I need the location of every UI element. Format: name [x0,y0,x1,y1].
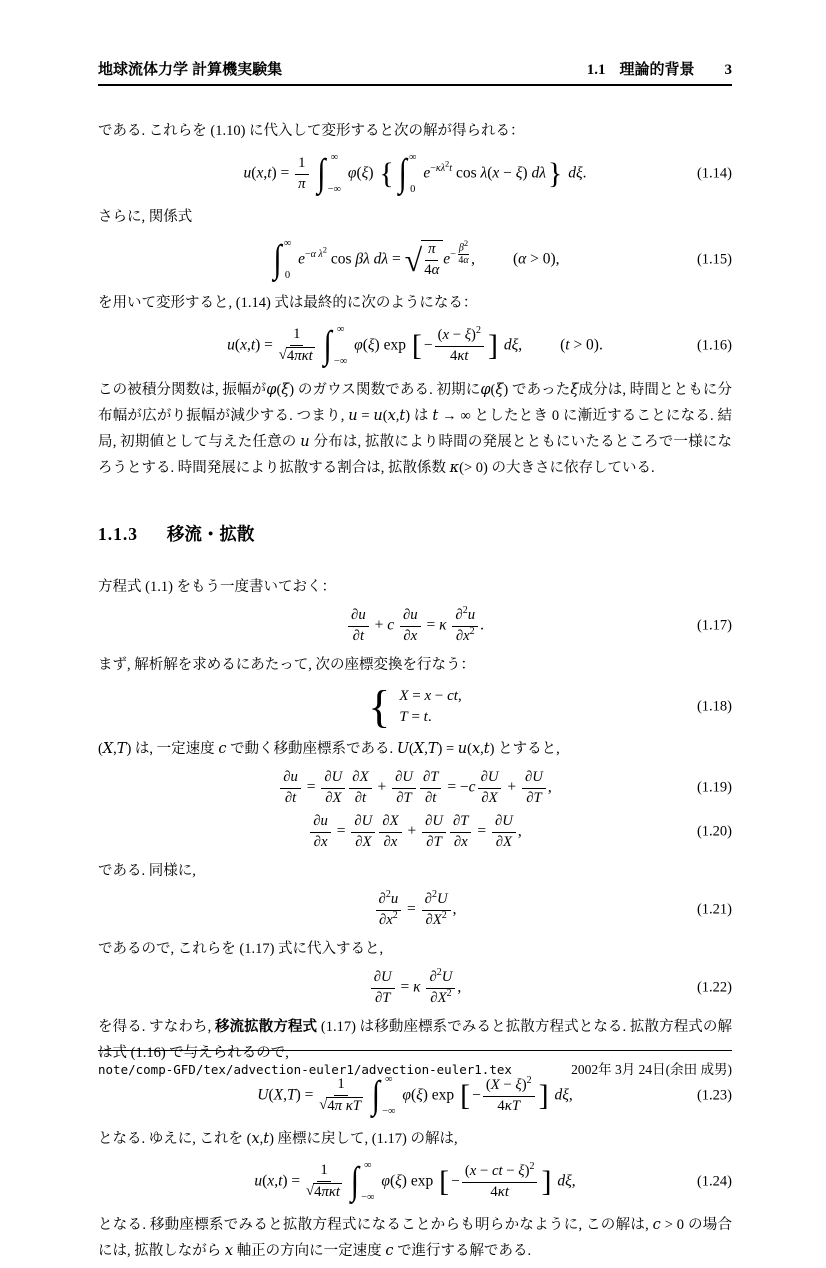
equation-1.19 [98,766,732,810]
section-heading [98,521,732,546]
equation-number: (1.21) [696,901,732,918]
equation-body: u(x,t) = 1 √ 4πκt ∫ ∞ −∞ φ(ξ) exp [ − $\frac{(x - ct - \xi)^2}{4\kappa t}$ ] dξ, [254,1159,576,1203]
page-footer [98,1050,732,1078]
equation-number: (1.23) [696,1087,732,1104]
equation-number: (1.20) [696,823,732,840]
section-number: 1.1.3 [98,524,138,544]
page-header [98,58,732,86]
equation-1.23 [98,1073,732,1119]
equation-number: (1.17) [696,617,732,634]
section-title: 移流・拡散 [166,524,255,544]
equation-body: ∫ ∞ 0 $e^{-\alpha \lambda^2}$ cos βλ dλ = √ $\frac{\pi}{4\alpha}$ $e^{- \frac{\beta^2}{4\alpha}}$ , (α > 0), [273,237,560,281]
paragraph-douyou: である. 同様に, [98,863,196,879]
paragraph-mochiite: を用いて変形すると, (1.14) 式は最終的に次のようになる： [98,295,478,311]
equation-body: $\frac{\partial U}{\partial T}$ = κ $\frac{\partial^2U}{\partial X^2}$ , [369,969,462,1007]
paragraph-gauss: この被積分関数は, 振幅がφ(ξ) のガウス関数である. 初期にφ(ξ) であったξ成分は, 時間とともに分布幅が広がり振幅が減少する. つまり, u = u(x,t) は t → ∞ としたとき 0 に漸近することになる. 結局, 初期値として与えた任意の u 分布は, 拡散により時間の発展とともにいたるところで一様になろうとする. 時間発展により拡散する割合は, 拡散係数 κ(> 0) の大きさに依存している. [98,382,733,476]
equation-1.24 [98,1159,732,1205]
paragraph-dearunode: であるので, これらを (1.17) 式に代入すると, [98,941,384,957]
paragraph-xt: (X,T) は, 一定速度 c で動く移動座標系である. U(X,T) = u(x,t) とすると, [98,741,560,757]
paragraph-eru: を得る. すなわち, 移流拡散方程式 (1.17) は移動座標系でみると拡散方程式となる. 拡散方程式の解は式 (1.16) で与えられるので, [98,1019,733,1061]
footer-date: 2002年 3月 24日(余田 成男) [571,1062,732,1077]
equation-body: $\frac{\partial u}{\partial x}$ = $\frac{\partial U}{\partial X}$ $\frac{\partial X}{\partial x}$ + $\frac{\partial U}{\partial T}$ $\frac{\partial T}{\partial x}$ = $\frac{\partial U}{\partial X}$ , [308,813,521,851]
equation-number: (1.24) [696,1173,732,1190]
header-page-number: 3 [724,62,732,78]
equation-1.16 [98,323,732,369]
equation-number: (1.14) [696,165,732,182]
equation-number: (1.16) [696,337,732,354]
paragraph-yueni: となる. ゆえに, これを (x,t) 座標に戻して, (1.17) の解は, [98,1131,458,1147]
paragraph-eq11: 方程式 (1.1) をもう一度書いておく： [98,579,337,595]
paragraph-sarani: さらに, 関係式 [98,209,193,225]
equation-number: (1.18) [696,698,732,715]
paragraph-intro: である. これらを (1.10) に代入して変形すると次の解が得られる： [98,123,525,139]
equation-body: $\frac{\partial u}{\partial t}$ + c $\frac{\partial u}{\partial x}$ = κ $\frac{\partial^2u}{\partial x^2}$ . [346,607,484,645]
equation-body: U(X,T) = 1 √ 4π κT ∫ ∞ −∞ φ(ξ) exp [ − $\frac{(X - \xi)^2}{4\kappa T}$ ] dξ, [257,1073,573,1117]
paragraph-last: となる. 移動座標系でみると拡散方程式になることからも明らかなように, この解は, c > 0 の場合には, 拡散しながら x 軸正の方向に一定速度 c で進行する解である. [98,1217,732,1259]
equation-1.21 [98,888,732,932]
equation-body: { X = x − ct, T = t. [368,681,462,733]
header-right [587,58,732,79]
equation-1.15 [98,237,732,283]
equation-body: $\frac{\partial^2u}{\partial x^2}$ = $\frac{\partial^2U}{\partial X^2}$ , [374,891,457,929]
equation-body: $\frac{\partial u}{\partial t}$ = $\frac{\partial U}{\partial X}$ $\frac{\partial X}{\partial t}$ + $\frac{\partial U}{\partial T}$ $\frac{\partial T}{\partial t}$ = −c $\frac{\partial U}{\partial X}$ + $\frac{\partial U}{\partial T}$ , [278,769,552,807]
header-section-number: 1.1 [586,62,606,78]
equation-number: (1.19) [696,779,732,796]
footer-file-path: note/comp-GFD/tex/advection-euler1/advection-euler1.tex [98,1062,512,1077]
equation-1.20 [98,810,732,854]
paragraph-mazu: まず, 解析解を求めるにあたって, 次の座標変換を行なう： [98,657,475,673]
equation-1.22 [98,966,732,1010]
equation-1.18 [98,681,732,733]
equation-number: (1.22) [696,979,732,996]
equation-1.14 [98,151,732,197]
header-book-title: 地球流体力学 計算機実験集 [98,61,283,78]
equation-body: u(x,t) = 1 √ 4πκt ∫ ∞ −∞ φ(ξ) exp [ − $\frac{(x - \xi)^2}{4\kappa t}$ ] dξ, (t > 0). [227,323,603,367]
equation-number: (1.15) [696,251,732,268]
equation-body: u(x,t) = $\frac{1}{\pi}$ ∫ ∞ −∞ φ(ξ) { ∫ ∞ 0 $e^{-\kappa\lambda^2t}$ cos λ(x − ξ) dλ} dξ. [243,151,587,195]
header-section-title: 理論的背景 [619,61,695,78]
equation-1.17 [98,604,732,648]
